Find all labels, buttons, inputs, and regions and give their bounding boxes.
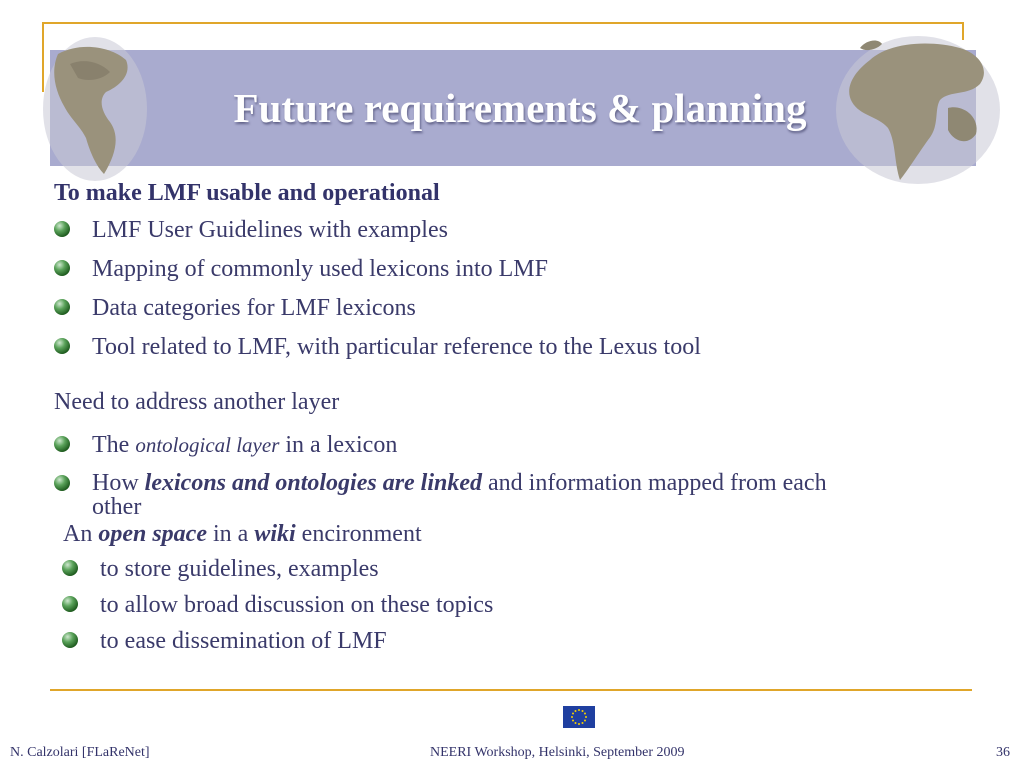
section-intro-layer: Need to address another layer — [54, 389, 340, 415]
bullet-icon — [54, 299, 70, 315]
bullet-item: to allow broad discussion on these topics — [62, 592, 1014, 619]
section-intro-wiki: An open space in a wiki encironment — [63, 521, 422, 547]
bullet-item: The ontological layer in a lexicon — [54, 432, 1014, 459]
bullet-icon — [54, 221, 70, 237]
slide-body — [54, 180, 1014, 655]
bullet-icon — [54, 475, 70, 491]
section-heading-usability: To make LMF usable and operational — [54, 180, 440, 206]
footer-page-number: 36 — [996, 745, 1010, 760]
eu-flag-icon — [563, 706, 595, 728]
bullet-icon — [62, 632, 78, 648]
bullet-icon — [54, 338, 70, 354]
bullet-item: How lexicons and ontologies are linked and information mapped from each other — [54, 471, 1014, 519]
footer-event: NEERI Workshop, Helsinki, September 2009 — [430, 745, 685, 760]
bullet-icon — [62, 560, 78, 576]
top-frame-line — [42, 22, 964, 24]
americas-globe-image — [40, 34, 150, 184]
bullet-item: Tool related to LMF, with particular reference to the Lexus tool — [54, 334, 1014, 361]
bullet-item: Mapping of commonly used lexicons into LMF — [54, 256, 1014, 283]
bullet-icon — [62, 596, 78, 612]
bullet-item: to store guidelines, examples — [62, 556, 1014, 583]
bullet-item: LMF User Guidelines with examples — [54, 217, 1014, 244]
bullet-item: to ease dissemination of LMF — [62, 628, 1014, 655]
footer-author: N. Calzolari [FLaReNet] — [10, 745, 150, 760]
slide-title: Future requirements & planning — [233, 85, 807, 131]
bullet-item: Data categories for LMF lexicons — [54, 295, 1014, 322]
bullet-icon — [54, 436, 70, 452]
footer-divider — [50, 689, 972, 691]
bullet-icon — [54, 260, 70, 276]
